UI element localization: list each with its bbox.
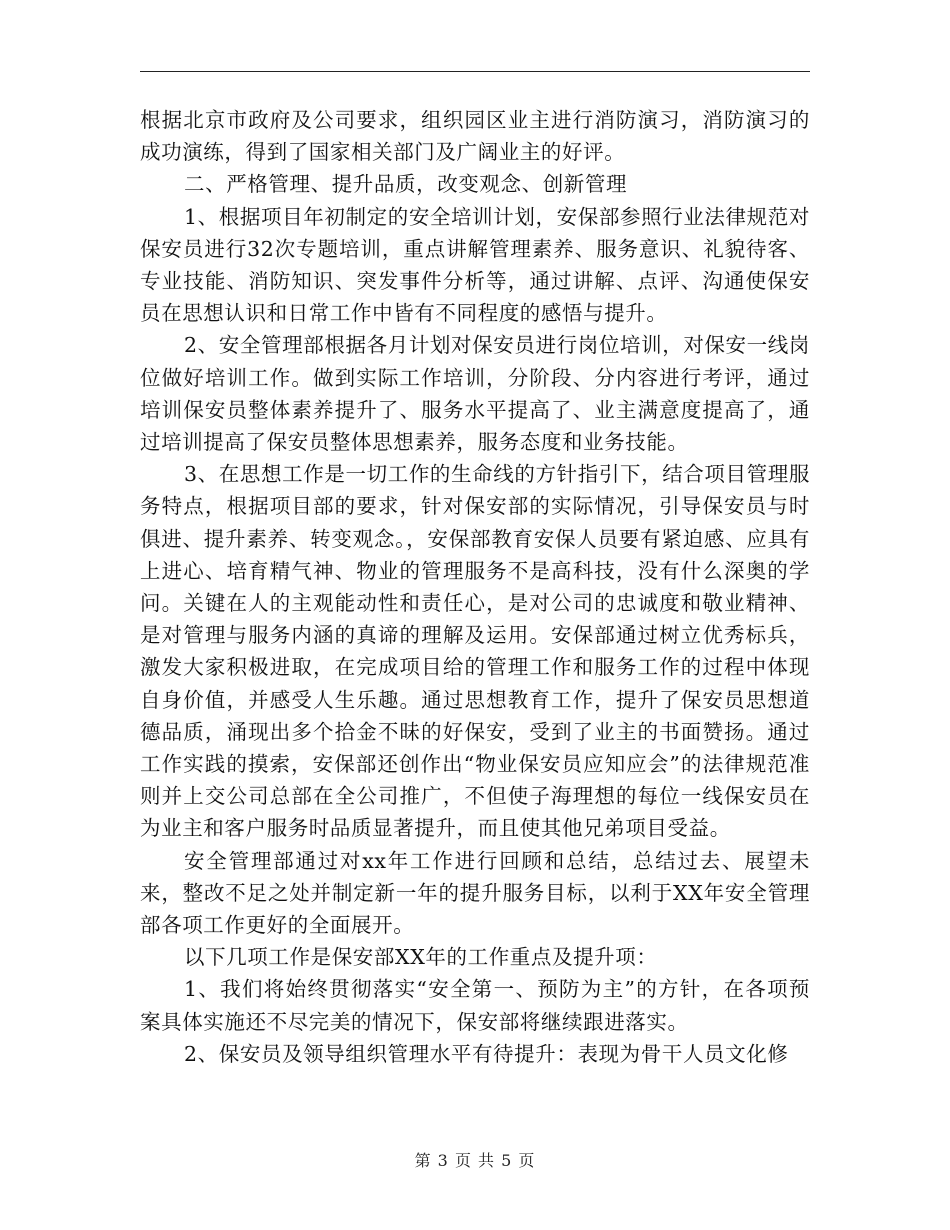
paragraph-item-1: 1、根据项目年初制定的安全培训计划，安保部参照行业法律规范对保安员进行32次专题培训，重点讲解管理素养、服务意识、礼貌待客、专业技能、消防知识、突发事件分析等，通过讲解、点评、沟通使保安员在思想认识和日常工作中皆有不同程度的感悟与提升。: [140, 204, 810, 326]
paragraph-summary: 安全管理部通过对xx年工作进行回顾和总结，总结过去、展望未来，整改不足之处并制定新一年的提升服务目标，以利于XX年安全管理部各项工作更好的全面展开。: [140, 848, 810, 938]
paragraph-focus-2: 2、保安员及领导组织管理水平有待提升：表现为骨干人员文化修: [184, 1041, 789, 1066]
page-number-footer: 第 3 页 共 5 页: [414, 1151, 536, 1170]
paragraph-focus-intro: 以下几项工作是保安部XX年的工作重点及提升项：: [184, 945, 658, 970]
document-body: [140, 104, 810, 1070]
header-rule: [140, 71, 810, 72]
paragraph-item-3: 3、在思想工作是一切工作的生命线的方针指引下，结合项目管理服务特点，根据项目部的要求，针对保安部的实际情况，引导保安员与时俱进、提升素养、转变观念。，安保部教育安保人员要有紧迫感、应具有上进心、培育精气神、物业的管理服务不是高科技，没有什么深奥的学问。关键在人的主观能动性和责任心，是对公司的忠诚度和敬业精神、是对管理与服务内涵的真谛的理解及运用。安保部通过树立优秀标兵，激发大家积极进取，在完成项目给的管理工作和服务工作的过程中体现自身价值，并感受人生乐趣。通过思想教育工作，提升了保安员思想道德品质，涌现出多个拾金不昧的好保安，受到了业主的书面赞扬。通过工作实践的摸索，安保部还创作出“物业保安员应知应会”的法律规范准则并上交公司总部在全公司推广，不但使子海理想的每位一线保安员在为业主和客户服务时品质显著提升，而且使其他兄弟项目受益。: [140, 462, 810, 841]
paragraph-item-2: 2、安全管理部根据各月计划对保安员进行岗位培训，对保安一线岗位做好培训工作。做到实际工作培训，分阶段、分内容进行考评，通过培训保安员整体素养提升了、服务水平提高了、业主满意度提高了，通过培训提高了保安员整体思想素养，服务态度和业务技能。: [140, 333, 810, 455]
paragraph-focus-1: 1、我们将始终贯彻落实“安全第一、预防为主”的方针，在各项预案具体实施还不尽完美的情况下，保安部将继续跟进落实。: [140, 977, 810, 1034]
paragraph-1: 根据北京市政府及公司要求，组织园区业主进行消防演习，消防演习的成功演练，得到了国家相关部门及广阔业主的好评。: [140, 108, 810, 165]
section-heading: 二、严格管理、提升品质，改变观念、创新管理: [184, 172, 628, 197]
